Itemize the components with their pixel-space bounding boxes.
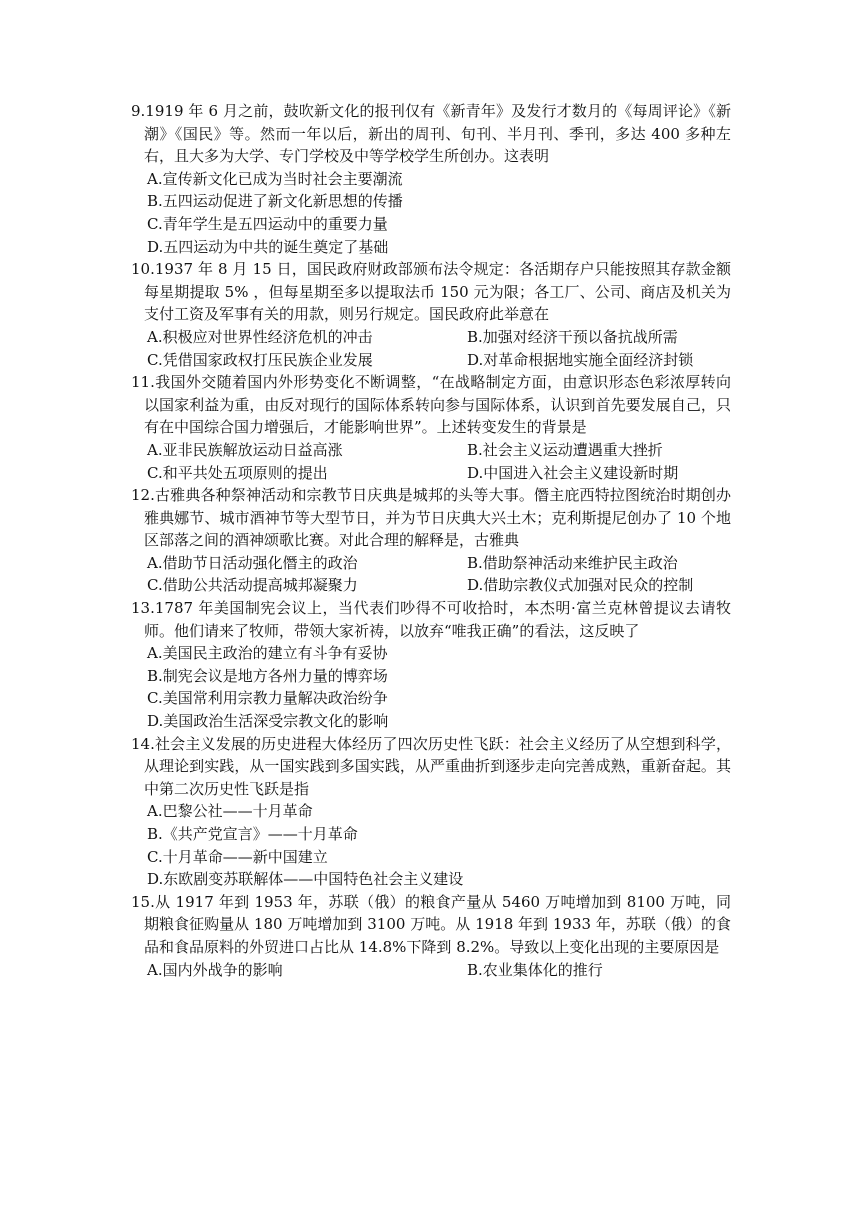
option-d: D.五四运动为中共的诞生奠定了基础 [147, 237, 389, 256]
option-c: C.和平共处五项原则的提出 [147, 463, 328, 482]
option-d: D.东欧剧变苏联解体——中国特色社会主义建设 [147, 870, 464, 889]
option-a: A.宣传新文化已成为当时社会主要潮流 [147, 169, 403, 188]
question-stem: 9.1919 年 6 月之前，鼓吹新文化的报刊仅有《新青年》及发行才数月的《每周评论》《新潮》《国民》等。然而一年以后，新出的周刊、旬刊、半月刊、季刊，多达 400 多种左右，且大多为大学、专门学校及中等学校学生所创办。这表明 [131, 102, 731, 166]
option-row [147, 462, 731, 485]
option-b: B.农业集体化的推行 [467, 960, 603, 979]
option-b: B.社会主义运动遭遇重大挫折 [467, 440, 663, 459]
question-14 [131, 733, 731, 891]
question-stem: 12.古雅典各种祭神活动和宗教节日庆典是城邦的头等大事。僭主庇西特拉图统治时期创办雅典娜节、城市酒神节等大型节日，并为节日庆典大兴土木；克利斯提尼创办了 10 个地区部落之间的酒神颂歌比赛。对此合理的解释是，古雅典 [131, 486, 731, 550]
option-c: C.借助公共活动提高城邦凝聚力 [147, 576, 358, 595]
option-d: D.美国政治生活深受宗教文化的影响 [147, 712, 389, 731]
option-row [147, 574, 731, 597]
option-a: A.巴黎公社——十月革命 [147, 802, 313, 821]
question-10 [131, 258, 731, 371]
option-b: B.借助祭神活动来维护民主政治 [467, 553, 678, 572]
option-row [147, 439, 731, 462]
option-row [147, 552, 731, 575]
question-stem: 10.1937 年 8 月 15 日，国民政府财政部颁布法令规定：各活期存户只能按照其存款金额每星期提取 5% ，但每星期至多以提取法币 150 元为限；各工厂、公司、商店及机关为支付工资及军事有关的用款，则另行规定。国民政府此举意在 [131, 260, 731, 324]
exam-page [131, 100, 731, 981]
option-b: B.五四运动促进了新文化新思想的传播 [147, 192, 403, 211]
option-c: C.美国常利用宗教力量解决政治纷争 [147, 689, 388, 708]
option-a: A.积极应对世界性经济危机的冲击 [147, 327, 373, 346]
option-d: D.借助宗教仪式加强对民众的控制 [467, 576, 694, 595]
question-13 [131, 597, 731, 733]
option-row [147, 959, 731, 982]
option-row [147, 326, 731, 349]
question-12 [131, 484, 731, 597]
question-stem: 14.社会主义发展的历史进程大体经历了四次历史性飞跃：社会主义经历了从空想到科学，从理论到实践，从一国实践到多国实践，从严重曲折到逐步走向完善成熟，重新奋起。其中第二次历史性飞跃是指 [131, 734, 731, 798]
option-a: A.亚非民族解放运动日益高涨 [147, 440, 343, 459]
option-b: B.加强对经济干预以备抗战所需 [467, 327, 678, 346]
option-a: A.国内外战争的影响 [147, 960, 283, 979]
question-15 [131, 891, 731, 981]
question-stem: 15.从 1917 年到 1953 年，苏联（俄）的粮食产量从 5460 万吨增加到 8100 万吨，同期粮食征购量从 180 万吨增加到 3100 万吨。从 1918 年到 1933 年，苏联（俄）的食品和食品原料的外贸进口占比从 14.8%下降到 8.2%。导致以上变化出现的主要原因是 [131, 892, 731, 956]
option-c: C.十月革命——新中国建立 [147, 847, 328, 866]
option-a: A.借助节日活动强化僭主的政治 [147, 553, 358, 572]
option-a: A.美国民主政治的建立有斗争有妥协 [147, 644, 388, 663]
question-11 [131, 371, 731, 484]
option-d: D.中国进入社会主义建设新时期 [467, 463, 679, 482]
option-b: B.制宪会议是地方各州力量的博弈场 [147, 666, 388, 685]
option-d: D.对革命根据地实施全面经济封锁 [467, 350, 694, 369]
option-c: C.青年学生是五四运动中的重要力量 [147, 214, 388, 233]
question-9 [131, 100, 731, 258]
question-stem: 11.我国外交随着国内外形势变化不断调整，“在战略制定方面，由意识形态色彩浓厚转向以国家利益为重，由反对现行的国际体系转向参与国际体系，认识到首先要发展自己，只有在中国综合国力增强后，才能影响世界”。上述转变发生的背景是 [131, 373, 731, 437]
question-stem: 13.1787 年美国制宪会议上，当代表们吵得不可收拾时，本杰明·富兰克林曾提议去请牧师。他们请来了牧师，带领大家祈祷，以放弃“唯我正确”的看法，这反映了 [131, 599, 731, 640]
option-row [147, 349, 731, 372]
option-b: B.《共产党宣言》——十月革命 [147, 825, 358, 843]
option-c: C.凭借国家政权打压民族企业发展 [147, 350, 373, 369]
